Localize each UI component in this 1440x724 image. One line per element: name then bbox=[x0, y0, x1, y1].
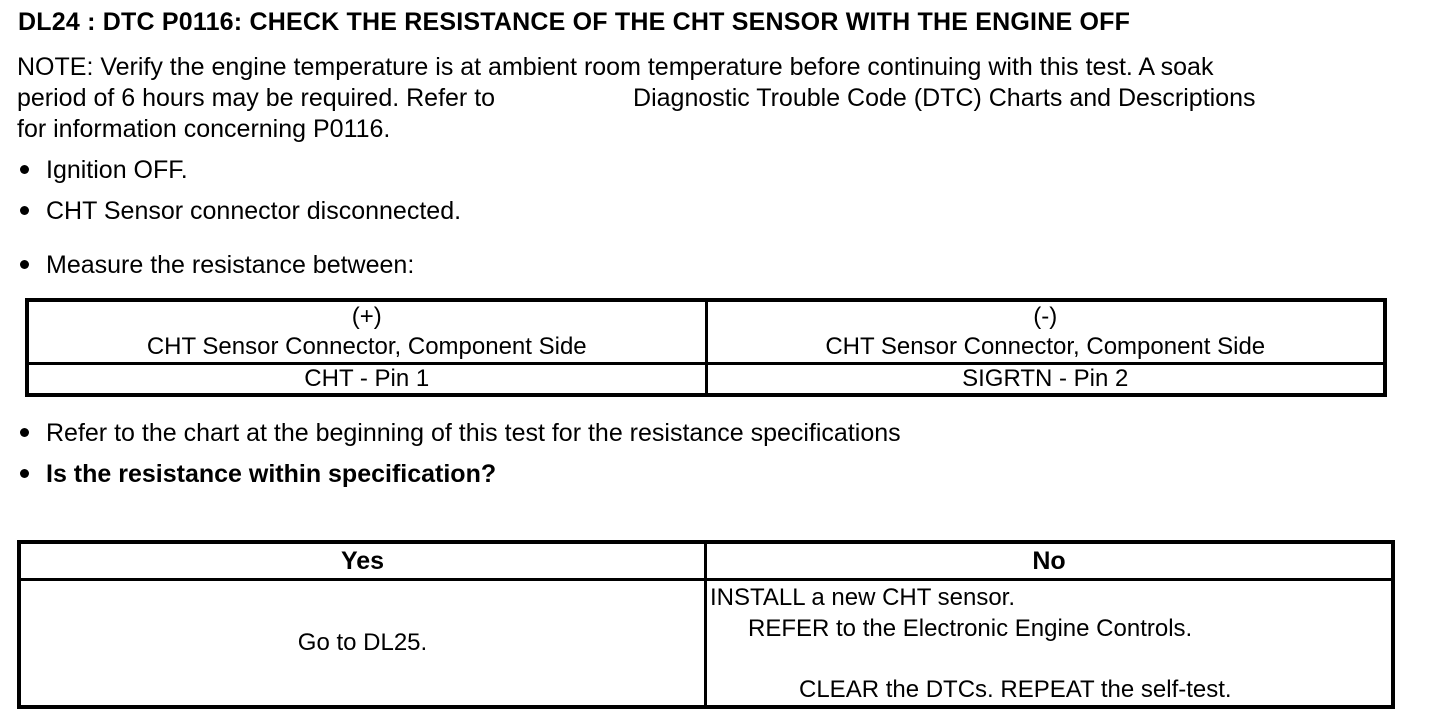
negative-symbol: (-) bbox=[1033, 303, 1058, 330]
yes-action-cell bbox=[19, 580, 706, 708]
bullet-icon bbox=[20, 428, 29, 437]
step-text: CHT Sensor connector disconnected. bbox=[46, 197, 462, 225]
step-text: Ignition OFF. bbox=[46, 156, 188, 184]
no-action-line-3: CLEAR the DTCs. REPEAT the self-test. bbox=[799, 676, 1232, 703]
positive-symbol: (+) bbox=[351, 303, 382, 330]
positive-connector-label: CHT Sensor Connector, Component Side bbox=[146, 333, 587, 360]
dtc-charts-reference[interactable]: Diagnostic Trouble Code (DTC) Charts and Descriptions bbox=[633, 84, 1256, 112]
note-line-1: NOTE: Verify the engine temperature is at ambient room temperature before continuing with this test. A soak bbox=[17, 53, 1214, 81]
step-connector-disconnected bbox=[20, 197, 461, 226]
step-refer-chart bbox=[20, 419, 901, 448]
yes-header: Yes bbox=[19, 542, 706, 580]
measurement-table bbox=[25, 298, 1387, 397]
question-text: Is the resistance within specification? bbox=[46, 460, 497, 488]
step-question bbox=[20, 460, 496, 489]
no-action-line-1: INSTALL a new CHT sensor. bbox=[710, 584, 1016, 611]
electronic-engine-controls-reference[interactable]: REFER to the Electronic Engine Controls. bbox=[748, 615, 1193, 642]
page-title: DL24 : DTC P0116: CHECK THE RESISTANCE OF THE CHT SENSOR WITH THE ENGINE OFF bbox=[18, 8, 1131, 36]
no-action-cell bbox=[706, 580, 1394, 708]
positive-pin-cell: CHT - Pin 1 bbox=[27, 364, 706, 396]
no-header: No bbox=[706, 542, 1394, 580]
bullet-icon bbox=[20, 165, 29, 174]
note-paragraph bbox=[17, 52, 1256, 145]
go-to-dl25-link[interactable]: Go to DL25. bbox=[297, 629, 428, 656]
negative-connector-label: CHT Sensor Connector, Component Side bbox=[825, 333, 1266, 360]
step-ignition-off bbox=[20, 156, 188, 185]
bullet-icon bbox=[20, 206, 29, 215]
bullet-icon bbox=[20, 260, 29, 269]
note-line-2-text: period of 6 hours may be required. Refer to bbox=[17, 84, 496, 112]
positive-probe-header bbox=[27, 300, 706, 364]
step-text: Measure the resistance between: bbox=[46, 251, 415, 279]
negative-pin-cell: SIGRTN - Pin 2 bbox=[706, 364, 1385, 396]
bullet-icon bbox=[20, 469, 29, 478]
step-measure-resistance bbox=[20, 251, 414, 280]
note-line-2 bbox=[17, 83, 1256, 114]
step-text: Refer to the chart at the beginning of this test for the resistance specifications bbox=[46, 419, 901, 447]
note-line-3: for information concerning P0116. bbox=[17, 115, 391, 143]
decision-table bbox=[17, 540, 1395, 709]
negative-probe-header bbox=[706, 300, 1385, 364]
